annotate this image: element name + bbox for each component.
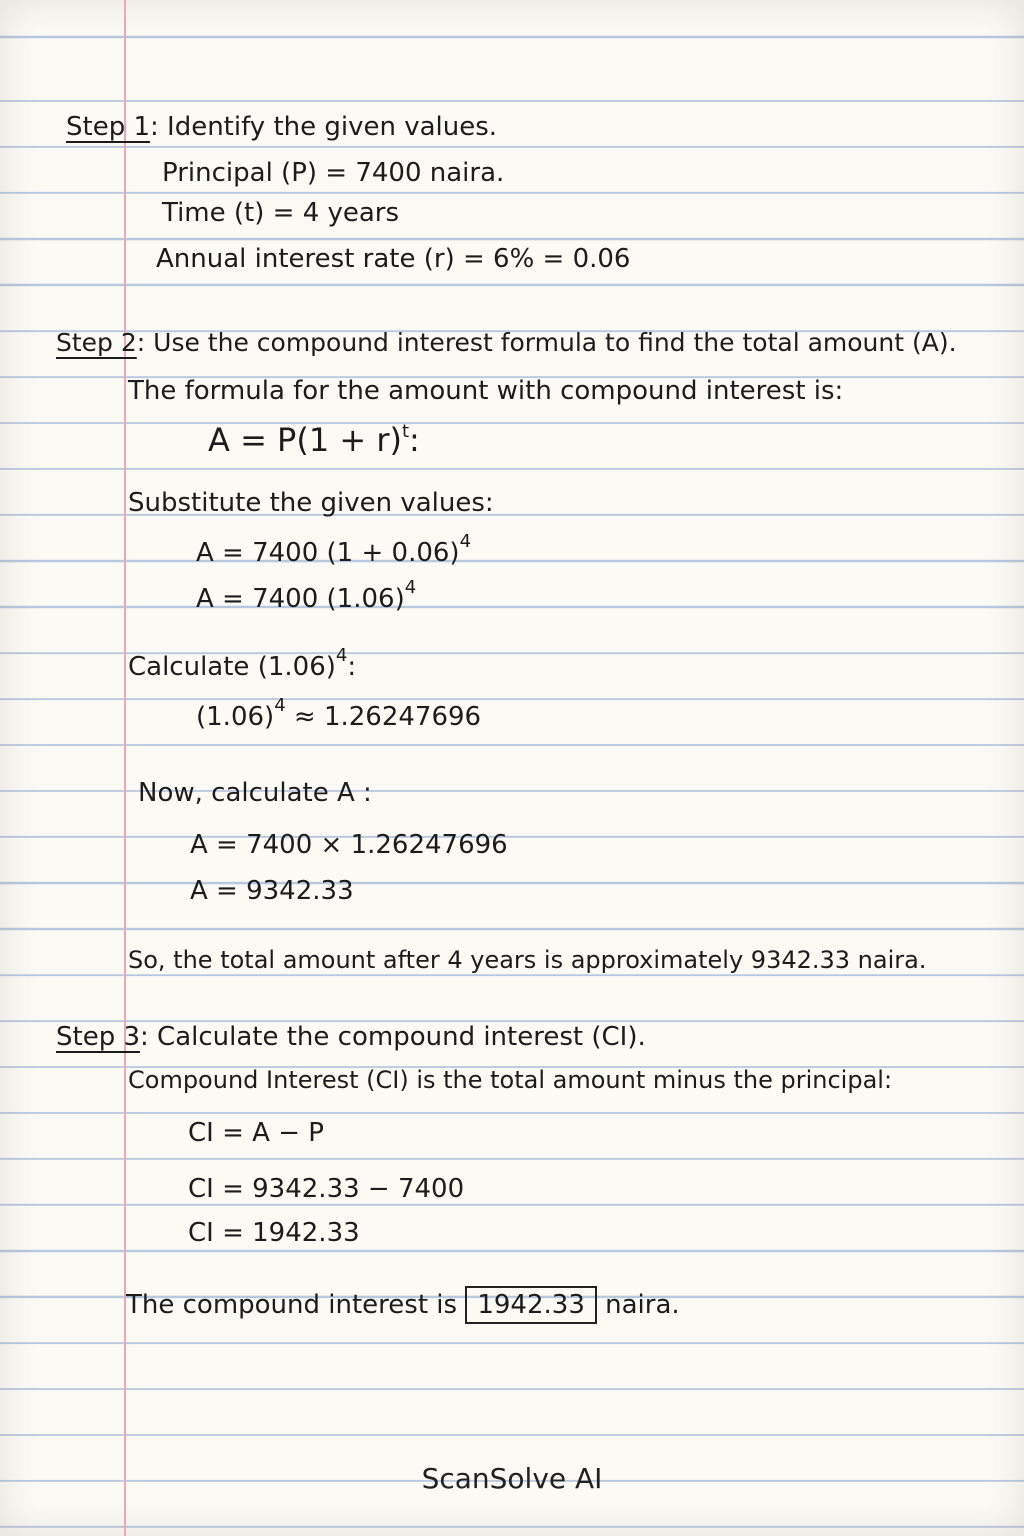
calc-intro-exponent: 4 [335,645,348,666]
ci-intro: Compound Interest (CI) is the total amount minus the principal: [128,1066,893,1094]
ci-result: CI = 1942.33 [188,1218,360,1248]
compound-formula [208,421,420,459]
power-value: ≈ 1.26247696 [285,702,482,732]
step2-label: Step 2 [56,328,137,357]
now-calculate: Now, calculate A : [138,778,372,808]
step3-title: : Calculate the compound interest (CI). [140,1022,646,1052]
final-prefix: The compound interest is [126,1290,466,1320]
formula-intro: The formula for the amount with compound interest is: [128,376,844,406]
amount-summary: So, the total amount after 4 years is approximately 9342.33 naira. [128,946,927,974]
power-result [196,695,482,732]
substitution-1 [196,531,472,568]
power-exponent: 4 [274,695,286,716]
calc-intro [128,645,357,682]
formula-base: A = P(1 + r) [208,421,402,459]
answer-box: 1942.33 [465,1286,597,1324]
step3-heading [56,1024,646,1050]
amount-product: A = 7400 × 1.26247696 [190,830,508,860]
amount-result: A = 9342.33 [190,876,354,906]
principal-line: Principal (P) = 7400 naira. [162,158,505,188]
substitution-2 [196,577,417,614]
sub1-base: A = 7400 (1 + 0.06) [196,538,460,568]
time-line: Time (t) = 4 years [162,198,400,228]
step3-label: Step 3 [56,1022,141,1052]
final-suffix: naira. [596,1290,680,1320]
final-answer [126,1292,680,1318]
step1-label: Step 1 [66,112,151,142]
rate-line: Annual interest rate (r) = 6% = 0.06 [156,244,631,274]
sub1-exponent: 4 [459,531,472,552]
footer-brand: ScanSolve AI [421,1462,603,1495]
ci-substitution: CI = 9342.33 − 7400 [188,1174,465,1204]
power-base: (1.06) [196,702,275,732]
formula-end: : [409,421,420,459]
sub2-base: A = 7400 (1.06) [196,584,405,614]
step1-heading [66,114,497,140]
formula-exponent: t [401,421,410,442]
calc-intro-end: : [347,652,357,682]
substitute-intro: Substitute the given values: [128,488,494,518]
step1-title: : Identify the given values. [150,112,498,142]
sub2-exponent: 4 [404,577,417,598]
calc-intro-base: Calculate (1.06) [128,652,336,682]
ci-formula: CI = A − P [188,1118,324,1148]
step2-heading [56,330,957,355]
step2-title: : Use the compound interest formula to find the total amount (A). [136,328,957,357]
